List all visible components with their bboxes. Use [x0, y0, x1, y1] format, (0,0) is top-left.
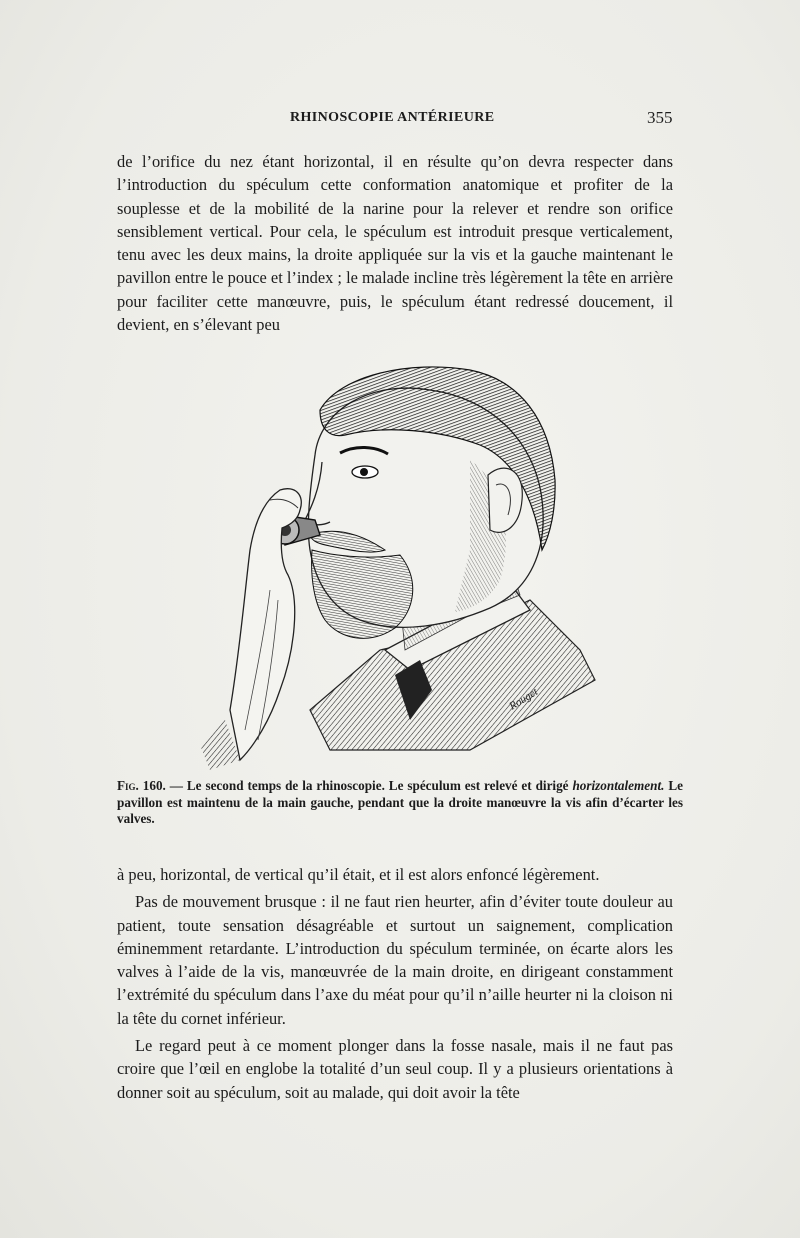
engraver-signature: Rouget — [507, 685, 541, 713]
caption-text-2: Le pavillon est maintenu de la main gauche, pendant que la droite manœuvre la vis afin d’écarter les valves. — [117, 778, 683, 826]
figure-label: Fig. 160. — [117, 778, 166, 793]
top-text-block — [117, 150, 673, 336]
paragraph-regard: Le regard peut à ce moment plonger dans la fosse nasale, mais il ne faut pas croire que l’œil en englobe la totalité d’un seul coup. Il y a plusieurs orientations à donner soit au spéculum, soit au malade, qui doit avoir la tête — [117, 1036, 673, 1102]
engraving-drawing — [170, 350, 610, 770]
beard-shape — [312, 550, 413, 638]
bottom-text-block — [117, 863, 673, 1104]
figure-caption — [117, 778, 683, 828]
paragraph-continued: de l’orifice du nez étant horizontal, il en résulte qu’on devra respecter dans l’introduction du spéculum cette conformation anatomique et profiter de la souplesse et de la mobilité de la narine pour la relever et rendre son orifice sensiblement vertical. Pour cela, le spéculum est introduit presque verticalement, tenu avec les deux mains, la droite appliquée sur la vis et la gauche maintenant le pavillon entre le pouce et l’index ; le malade incline très légèrement la tête en arrière pour faciliter cette manœuvre, puis, le spéculum étant redressé doucement, il devient, en s’élevant peu — [117, 152, 673, 335]
caption-text-1: — Le second temps de la rhinoscopie. Le spéculum est relevé et dirigé — [165, 778, 573, 793]
page-number: 355 — [647, 108, 673, 127]
paragraph-continuation: à peu, horizontal, de vertical qu’il était, et il est alors enfoncé légèrement. — [117, 865, 600, 884]
caption-italic: horizontalement. — [572, 778, 665, 793]
running-title: RHINOSCOPIE ANTÉRIEURE — [290, 110, 495, 125]
figure-illustration — [170, 350, 610, 770]
running-head — [60, 110, 690, 132]
paragraph-mouvement: Pas de mouvement brusque : il ne faut rien heurter, afin d’éviter toute douleur au patient, toute sensation désagréable et surtout un saignement, complication éminemment retardante. L’introduction du spéculum terminée, on écarte alors les valves à l’aide de la vis, manœuvrée de la main droite, en dirigeant constamment l’extrémité du spéculum dans l’axe du méat pour qu’il n’aille heurter ni la cloison ni la tête du cornet inférieur. — [117, 892, 673, 1028]
